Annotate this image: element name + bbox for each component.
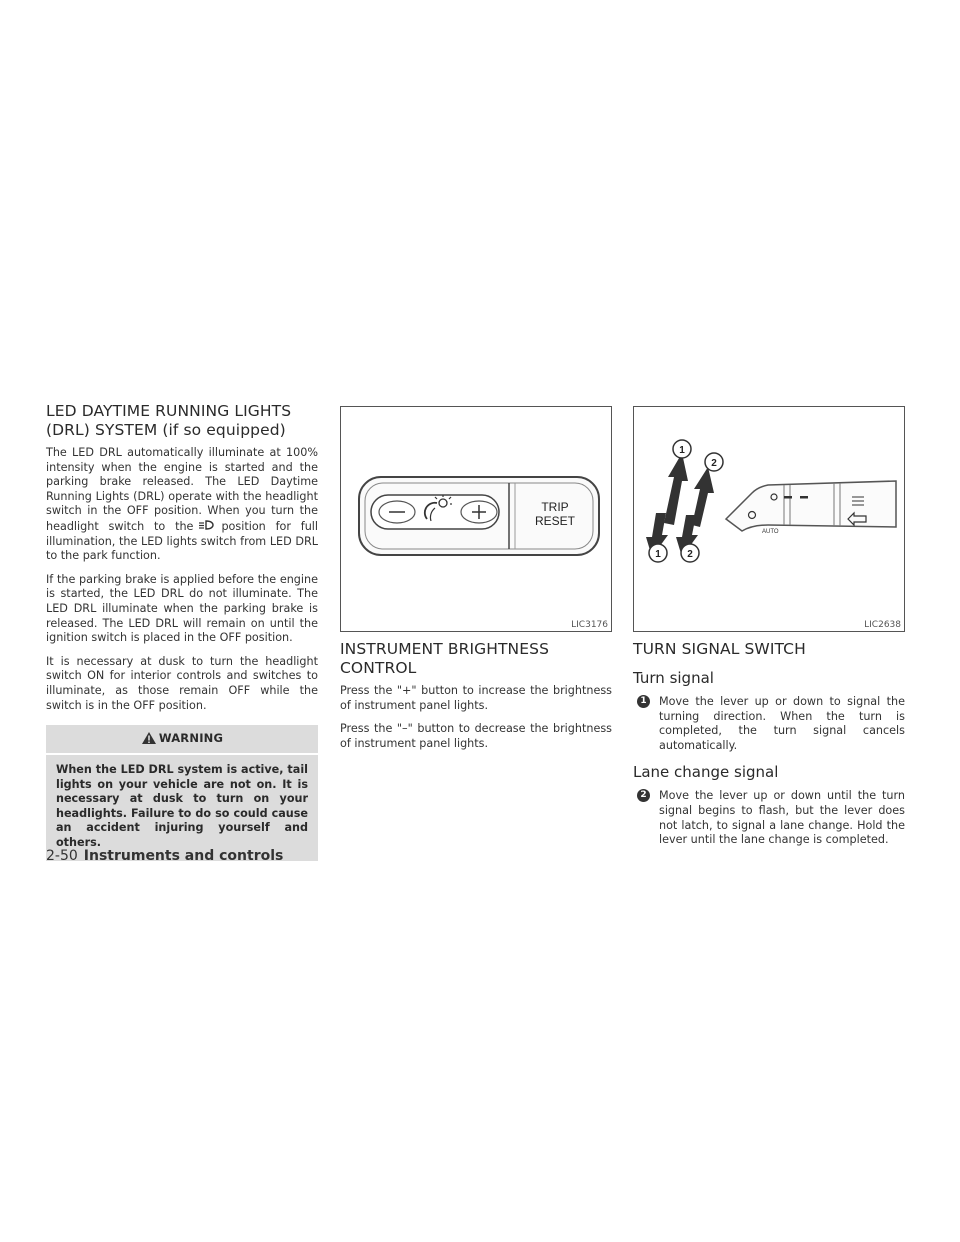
step-2 [633, 789, 905, 847]
brightness-section [340, 640, 612, 751]
auto-label: AUTO [762, 529, 779, 535]
drl-p1-part1: The LED DRL automatically illuminate at 100% intensity when the engine is started and the parking brake released. The LED Daytime Running Lights (DRL) operate with the headlight switch in the OFF position. When you turn the headlight switch to the [46, 446, 318, 533]
page-number: 2-50 [46, 848, 78, 864]
step-1 [633, 695, 905, 753]
figure-code: LIC3176 [571, 620, 608, 630]
turn-signal-heading: TURN SIGNAL SWITCH [633, 640, 806, 658]
step-2-text: Move the lever up or down until the turn signal begins to flash, but the lever does not latch, to signal a lane change. Hold the lever until the lane change is completed. [659, 789, 905, 847]
callout-2-top: 2 [711, 458, 717, 469]
page-footer [46, 848, 283, 864]
column-drl [46, 402, 318, 861]
reset-label: RESET [534, 514, 576, 528]
brightness-paragraph-2: Press the "–" button to decrease the brightness of instrument panel lights. [340, 722, 612, 750]
callout-1-bottom: 1 [655, 549, 661, 560]
turn-signal-section [633, 640, 905, 848]
drl-paragraph-1 [46, 446, 318, 564]
drl-paragraph-2: If the parking brake is applied before the engine is started, the LED DRL do not illuminate. The LED DRL illuminate when the parking brake is released. The LED DRL will remain on until the ignition switch is placed in the OFF position. [46, 572, 318, 645]
drl-heading [46, 402, 318, 440]
step-1-number: 1 [637, 695, 650, 708]
warning-text: When the LED DRL system is active, tail lights on your vehicle are not on. It is necessary at dusk to turn on your headlights. Failure to do so could cause an accident injuring yourself and others. [56, 763, 308, 850]
warning-header [56, 725, 308, 753]
headlight-icon [197, 519, 215, 531]
brightness-heading [340, 640, 612, 678]
brightness-control-illustration [341, 407, 611, 631]
column-turn-signal [633, 406, 905, 857]
warning-triangle-icon [141, 731, 157, 745]
figure-code: LIC2638 [864, 620, 901, 630]
step-1-text: Move the lever up or down to signal the turning direction. When the turn is completed, the turn signal cancels automatically. [659, 695, 905, 752]
turn-signal-figure [633, 406, 905, 632]
warning-title: WARNING [158, 731, 224, 746]
turn-signal-subheading: Turn signal [633, 669, 714, 687]
column-brightness [340, 406, 612, 760]
lane-change-subheading: Lane change signal [633, 763, 779, 782]
drl-p1-part2: position for full illumination, the LED lights switch from LED DRL to the park function. [46, 519, 319, 563]
turn-signal-illustration [634, 407, 904, 631]
step-2-number: 2 [637, 789, 650, 802]
brightness-control-figure [340, 406, 612, 632]
section-title: Instruments and controls [83, 848, 284, 864]
drl-heading-line2: (DRL) SYSTEM (if so equipped) [46, 421, 286, 439]
warning-box [46, 725, 318, 861]
warning-divider [46, 753, 318, 755]
drl-heading-line1: LED DAYTIME RUNNING LIGHTS [46, 402, 292, 420]
brightness-heading-line2: CONTROL [340, 659, 417, 677]
brightness-heading-line1: INSTRUMENT BRIGHTNESS [340, 640, 550, 658]
callout-2-bottom: 2 [687, 549, 693, 560]
brightness-paragraph-1: Press the "+" button to increase the brightness of instrument panel lights. [340, 684, 612, 712]
trip-label: TRIP [541, 500, 569, 514]
drl-paragraph-3: It is necessary at dusk to turn the headlight switch ON for interior controls and switches to illuminate, as those remain OFF while the switch is in the OFF position. [46, 654, 318, 712]
callout-1-top: 1 [679, 445, 685, 456]
